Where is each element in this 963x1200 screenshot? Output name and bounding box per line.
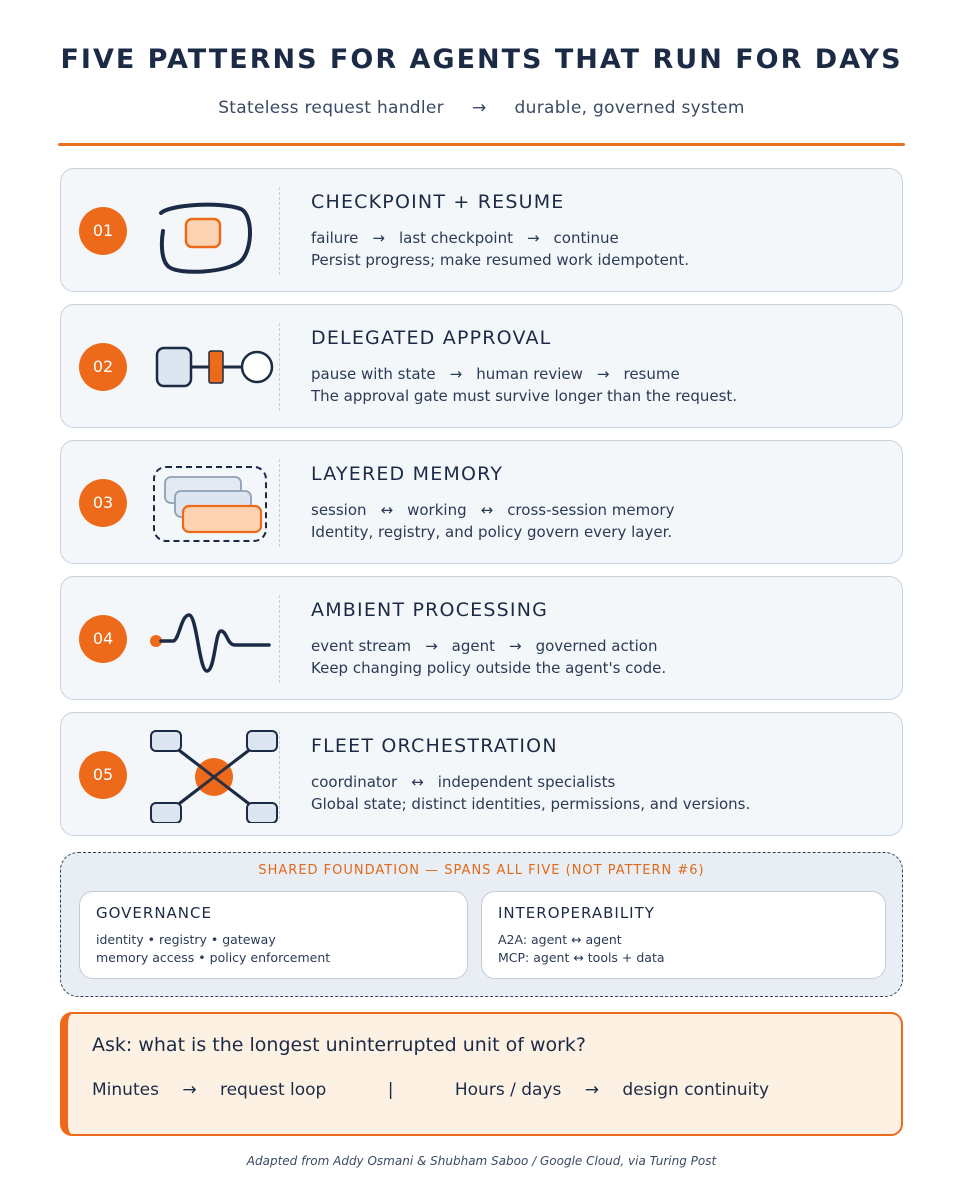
pattern-flow <box>311 501 674 519</box>
flow-step: continue <box>553 229 619 247</box>
interoperability-line: A2A: agent ↔ agent <box>498 932 622 947</box>
subtitle-arrow: → <box>471 98 487 118</box>
shared-foundation-panel <box>60 852 903 997</box>
interoperability-title: INTEROPERABILITY <box>498 904 655 922</box>
pattern-title: AMBIENT PROCESSING <box>311 599 549 621</box>
pattern-description: Global state; distinct identities, permissions, and versions. <box>311 795 751 813</box>
page-title: FIVE PATTERNS FOR AGENTS THAT RUN FOR DAYS <box>60 44 903 75</box>
duration-comparison <box>92 1080 769 1100</box>
short-result: request loop <box>219 1080 327 1100</box>
subtitle-to: durable, governed system <box>514 98 745 118</box>
memory-layers-icon <box>149 455 279 551</box>
pattern-card-approval <box>60 304 903 428</box>
short-arrow: → <box>182 1080 197 1100</box>
card-divider <box>279 595 280 683</box>
flow-step: coordinator <box>311 773 398 791</box>
page-subtitle <box>0 98 963 118</box>
flow-step: session <box>311 501 367 519</box>
pattern-flow <box>311 773 615 791</box>
source-credit: Adapted from Addy Osmani & Shubham Saboo / Google Cloud, via Turing Post <box>246 1154 717 1168</box>
flow-arrow: ↔ <box>480 501 494 519</box>
flow-arrow: → <box>508 637 522 655</box>
interoperability-box <box>481 891 886 979</box>
long-duration: Hours / days <box>454 1080 562 1100</box>
pattern-description: The approval gate must survive longer than the request. <box>311 387 738 405</box>
pattern-number-badge: 01 <box>79 207 127 255</box>
card-divider <box>279 459 280 547</box>
flow-step: working <box>407 501 467 519</box>
pattern-flow <box>311 229 619 247</box>
key-question-callout <box>60 1012 903 1136</box>
governance-box <box>79 891 468 979</box>
pattern-card-memory <box>60 440 903 564</box>
pattern-title: CHECKPOINT + RESUME <box>311 191 565 213</box>
pattern-card-fleet <box>60 712 903 836</box>
flow-step: human review <box>476 365 583 383</box>
governance-line: identity • registry • gateway <box>96 932 276 947</box>
flow-step: failure <box>311 229 359 247</box>
flow-arrow: → <box>596 365 610 383</box>
pattern-title: DELEGATED APPROVAL <box>311 327 552 349</box>
flow-step: event stream <box>311 637 412 655</box>
flow-arrow: → <box>425 637 438 655</box>
pattern-card-ambient <box>60 576 903 700</box>
checkpoint-loop-icon <box>149 183 279 279</box>
flow-arrow: → <box>526 229 540 247</box>
short-duration: Minutes <box>92 1080 159 1100</box>
card-divider <box>279 323 280 411</box>
header-divider <box>58 143 905 146</box>
pattern-number-badge: 05 <box>79 751 127 799</box>
flow-step: resume <box>623 365 680 383</box>
flow-step: cross-session memory <box>507 501 675 519</box>
pattern-number-badge: 03 <box>79 479 127 527</box>
comparison-separator: | <box>387 1080 394 1100</box>
flow-arrow: → <box>372 229 385 247</box>
card-divider <box>279 731 280 819</box>
pattern-title: FLEET ORCHESTRATION <box>311 735 558 757</box>
pattern-description: Keep changing policy outside the agent's code. <box>311 659 667 677</box>
approval-gate-icon <box>149 319 279 415</box>
card-divider <box>279 187 280 275</box>
pattern-flow <box>311 637 657 655</box>
hub-spoke-icon <box>149 727 279 823</box>
long-arrow: → <box>584 1080 599 1100</box>
flow-step: independent specialists <box>437 773 616 791</box>
governance-line: memory access • policy enforcement <box>96 950 331 965</box>
long-result: design continuity <box>622 1080 770 1100</box>
pattern-number-badge: 02 <box>79 343 127 391</box>
flow-arrow: ↔ <box>380 501 394 519</box>
flow-arrow: ↔ <box>411 773 424 791</box>
governance-title: GOVERNANCE <box>96 904 212 922</box>
pattern-flow <box>311 365 680 383</box>
flow-step: last checkpoint <box>398 229 513 247</box>
interoperability-line: MCP: agent ↔ tools + data <box>498 950 665 965</box>
flow-step: agent <box>451 637 495 655</box>
flow-arrow: → <box>449 365 463 383</box>
key-question: Ask: what is the longest uninterrupted unit of work? <box>92 1034 587 1056</box>
subtitle-from: Stateless request handler <box>218 98 444 118</box>
flow-step: pause with state <box>311 365 436 383</box>
pattern-description: Identity, registry, and policy govern every layer. <box>311 523 673 541</box>
pattern-number-badge: 04 <box>79 615 127 663</box>
foundation-title: SHARED FOUNDATION — SPANS ALL FIVE (NOT PATTERN #6) <box>258 863 705 878</box>
pattern-description: Persist progress; make resumed work idempotent. <box>311 251 689 269</box>
pattern-title: LAYERED MEMORY <box>311 463 504 485</box>
signal-wave-icon <box>149 591 279 687</box>
pattern-card-checkpoint <box>60 168 903 292</box>
flow-step: governed action <box>535 637 658 655</box>
